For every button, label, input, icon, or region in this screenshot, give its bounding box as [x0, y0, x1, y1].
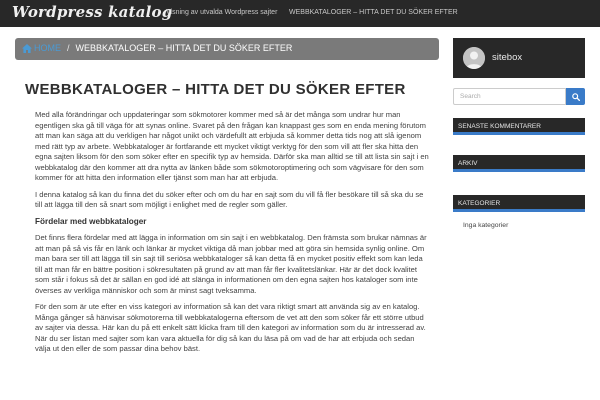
user-icon: [463, 47, 485, 69]
breadcrumb-home-label: HOME: [34, 43, 61, 53]
widget-archive-title: ARKIV: [458, 160, 478, 167]
widget-archive: [453, 155, 585, 172]
site-logo[interactable]: Wordpress katalog: [12, 3, 173, 21]
home-icon: [22, 44, 32, 53]
profile-widget: [453, 38, 585, 78]
search-input[interactable]: [453, 88, 566, 105]
widget-recent-comments-title: SENASTE KOMMENTARER: [458, 123, 541, 130]
profile-name[interactable]: sitebox: [492, 52, 523, 63]
article-paragraph-2: I denna katalog så kan du finna det du söker efter och om du har en sajt som du vill få fler besökare till så ska du se till att lägga till den så snart som möjligt i enlighet med de regler som gäller.: [35, 189, 424, 209]
avatar[interactable]: [463, 47, 485, 69]
site-tagline: Visning av utvalda Wordpress sajter: [166, 9, 278, 16]
breadcrumb-current: WEBBKATALOGER – HITTA DET DU SÖKER EFTER: [75, 43, 293, 53]
search-icon: [572, 93, 580, 101]
nav-item-webbkataloger[interactable]: WEBBKATALOGER – HITTA DET DU SÖKER EFTER: [289, 9, 458, 16]
top-bar: [0, 0, 600, 27]
widget-categories: [453, 195, 585, 212]
widget-categories-title: KATEGORIER: [458, 200, 501, 207]
article-paragraph-1: Med alla förändringar och uppdateringar som sökmotorer kommer med så är det många som undrar hur man egentligen ska gå till väga för att synas online. Svaret på den frågan kan knappast ges som en enda mening förutom att man kan säga att du verkligen har något unikt och värdefullt att erbjuda så kommer detta tids nog att slå igenom med rätt typ av arbete. Webbkataloger är fortfarande ett mycket viktigt verktyg för den som vill att fler ska hitta den egna sajten liksom för den som söker efter en specifik typ av hemsida. Därför ska man alltid se till att lista sin sajt i en webbkatalog där den kommer att dra nytta av länken både som sökmotoroptimering och som vägvisare för den som kommer för att hitta den information eller tjänst som man har att erbjuda.: [35, 110, 429, 182]
search-button[interactable]: [566, 88, 585, 105]
search-form: [453, 88, 585, 105]
page-title: WEBBKATALOGER – HITTA DET DU SÖKER EFTER: [25, 81, 406, 98]
categories-empty-text: Inga kategorier: [463, 222, 509, 229]
breadcrumb-home-link[interactable]: [22, 43, 61, 53]
article-subheading: Fördelar med webbkataloger: [35, 216, 147, 226]
widget-recent-comments: [453, 118, 585, 135]
article-paragraph-4: För den som är ute efter en viss kategori av information så kan det vara riktigt smart att använda sig av en katalog. Många gånger så hänvisar sökmotorerna till webbkatalogerna eftersom de vet att den som söker får ett större utbud av sajter via dessa. Här kan du på ett enkelt sätt klicka fram till den kategori av information som du är intresserad av. När du ser listan med sajter som kan vara aktuella för dig så kan du läsa på om vad de har att erbjuda och sedan välja ut den eller de som passar dina behov bäst.: [35, 302, 426, 353]
article-paragraph-3: Det finns flera fördelar med att lägga in information om sin sajt i en webbkatalog. Den främsta som brukar nämnas är att man på så vis får en länk och länkar är mycket viktiga då man jobbar med att göra sin hemsida synlig online. Om man bara ser till att lägga till sin sajt till seriösa webbkataloger så kan detta få en mycket positiv effekt som kan leda till att man får en bättre position i sökresultaten på grund av att man får fler kvalitetslänkar. Här är det dock kvalitet som står i fokus så det är sällan en god idé att slänga in informationen om den egna sajten hos kataloger som inte överses av verkliga människor och som är minst sagt tveksamma.: [35, 233, 427, 295]
breadcrumb: [15, 38, 439, 60]
breadcrumb-separator: /: [67, 43, 70, 53]
article-content: [35, 110, 430, 361]
